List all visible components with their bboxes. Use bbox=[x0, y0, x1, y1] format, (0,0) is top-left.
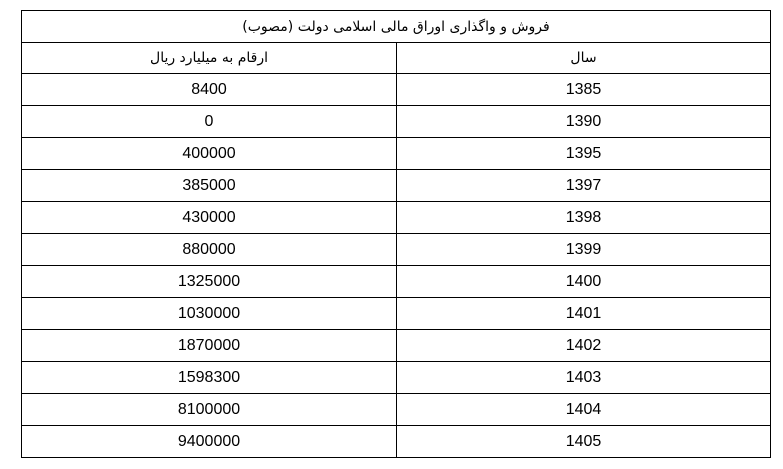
value-cell: 8400 bbox=[22, 74, 397, 106]
value-cell: 1598300 bbox=[22, 362, 397, 394]
table-row bbox=[22, 202, 771, 234]
year-cell: 1400 bbox=[397, 266, 771, 298]
table-body bbox=[22, 74, 771, 458]
table-row bbox=[22, 330, 771, 362]
table-row bbox=[22, 74, 771, 106]
year-cell: 1404 bbox=[397, 394, 771, 426]
value-cell: 8100000 bbox=[22, 394, 397, 426]
table-row bbox=[22, 106, 771, 138]
year-cell: 1390 bbox=[397, 106, 771, 138]
table-row bbox=[22, 426, 771, 458]
value-cell: 1870000 bbox=[22, 330, 397, 362]
value-cell: 385000 bbox=[22, 170, 397, 202]
table-row bbox=[22, 170, 771, 202]
value-cell: 1030000 bbox=[22, 298, 397, 330]
table-row bbox=[22, 234, 771, 266]
table-row bbox=[22, 298, 771, 330]
year-cell: 1401 bbox=[397, 298, 771, 330]
value-cell: 880000 bbox=[22, 234, 397, 266]
value-cell: 0 bbox=[22, 106, 397, 138]
year-cell: 1405 bbox=[397, 426, 771, 458]
sales-table bbox=[21, 10, 771, 458]
title-row bbox=[22, 11, 771, 43]
value-cell: 1325000 bbox=[22, 266, 397, 298]
year-cell: 1402 bbox=[397, 330, 771, 362]
year-column-header: سال bbox=[397, 43, 771, 74]
year-cell: 1403 bbox=[397, 362, 771, 394]
value-cell: 430000 bbox=[22, 202, 397, 234]
value-cell: 9400000 bbox=[22, 426, 397, 458]
year-cell: 1397 bbox=[397, 170, 771, 202]
year-cell: 1395 bbox=[397, 138, 771, 170]
table-row bbox=[22, 362, 771, 394]
value-column-header: ارقام به میلیارد ریال bbox=[22, 43, 397, 74]
table-row bbox=[22, 394, 771, 426]
table-row bbox=[22, 266, 771, 298]
year-cell: 1385 bbox=[397, 74, 771, 106]
year-cell: 1399 bbox=[397, 234, 771, 266]
header-row bbox=[22, 43, 771, 74]
value-cell: 400000 bbox=[22, 138, 397, 170]
table-title: فروش و واگذاری اوراق مالی اسلامی دولت (مصوب) bbox=[22, 11, 771, 43]
table-row bbox=[22, 138, 771, 170]
year-cell: 1398 bbox=[397, 202, 771, 234]
